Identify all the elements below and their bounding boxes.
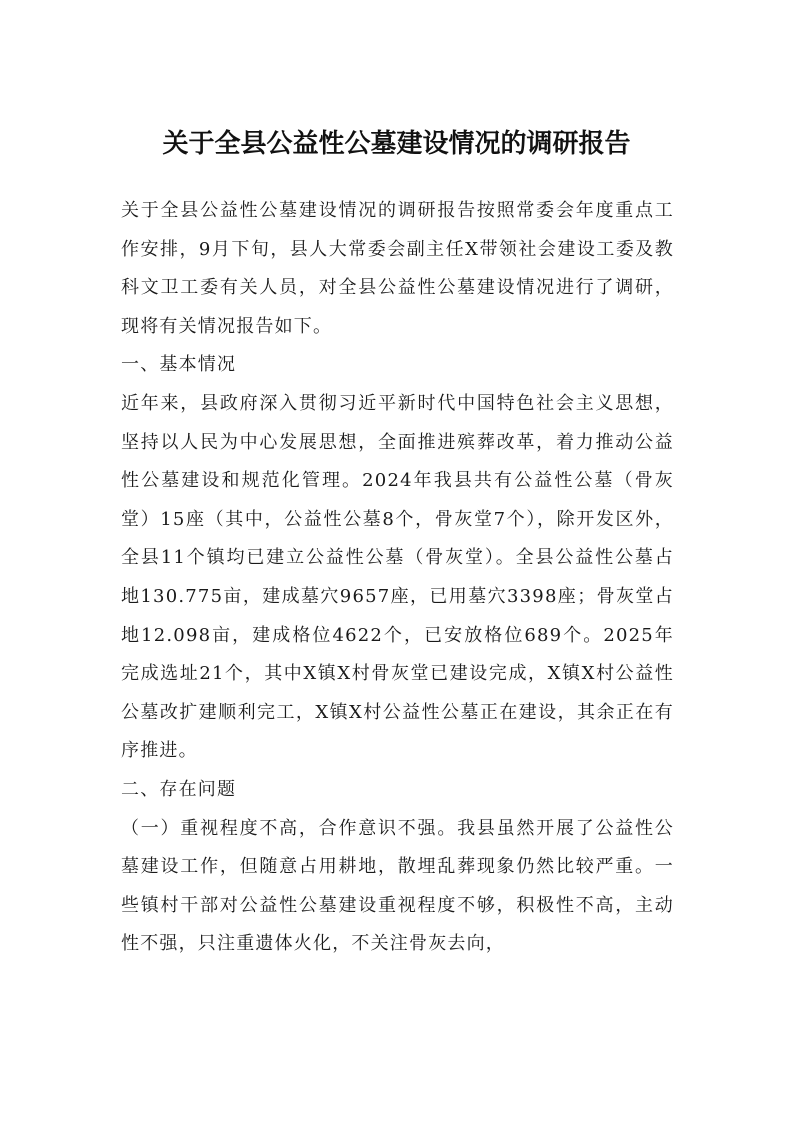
section-heading-problems: 二、存在问题 — [121, 778, 237, 800]
basic-situation-paragraph: 近年来，县政府深入贯彻习近平新时代中国特色社会主义思想，坚持以人民为中心发展思想，全面推进殡葬改革，着力推动公益性公墓建设和规范化管理。2024年我县共有公益性公墓（骨灰堂）15座（其中，公益性公墓8个，骨灰堂7个），除开发区外，全县11个镇均已建立公益性公墓（骨灰堂）。全县公益性公墓占地130.775亩，建成墓穴9657座，已用墓穴3398座；骨灰堂占地12.098亩，建成格位4622个，已安放格位689个。2025年完成选址21个，其中X镇X村骨灰堂已建设完成，X镇X村公益性公墓改扩建顺利完工，X镇X村公益性公墓正在建设，其余正在有序推进。 — [121, 392, 674, 762]
problem-one-paragraph: （一）重视程度不高，合作意识不强。我县虽然开展了公益性公墓建设工作，但随意占用耕地，散埋乱葬现象仍然比较严重。一些镇村干部对公益性公墓建设重视程度不够，积极性不高，主动性不强，只注重遗体火化，不关注骨灰去向， — [121, 817, 674, 955]
document-title: 关于全县公益性公墓建设情况的调研报告 — [162, 129, 631, 159]
intro-paragraph: 关于全县公益性公墓建设情况的调研报告按照常委会年度重点工作安排，9月下旬，县人大常委会副主任X带领社会建设工委及教科文卫工委有关人员，对全县公益性公墓建设情况进行了调研，现将有关情况报告如下。 — [121, 200, 674, 337]
section-heading-basic: 一、基本情况 — [121, 354, 237, 376]
document-body — [121, 192, 674, 964]
